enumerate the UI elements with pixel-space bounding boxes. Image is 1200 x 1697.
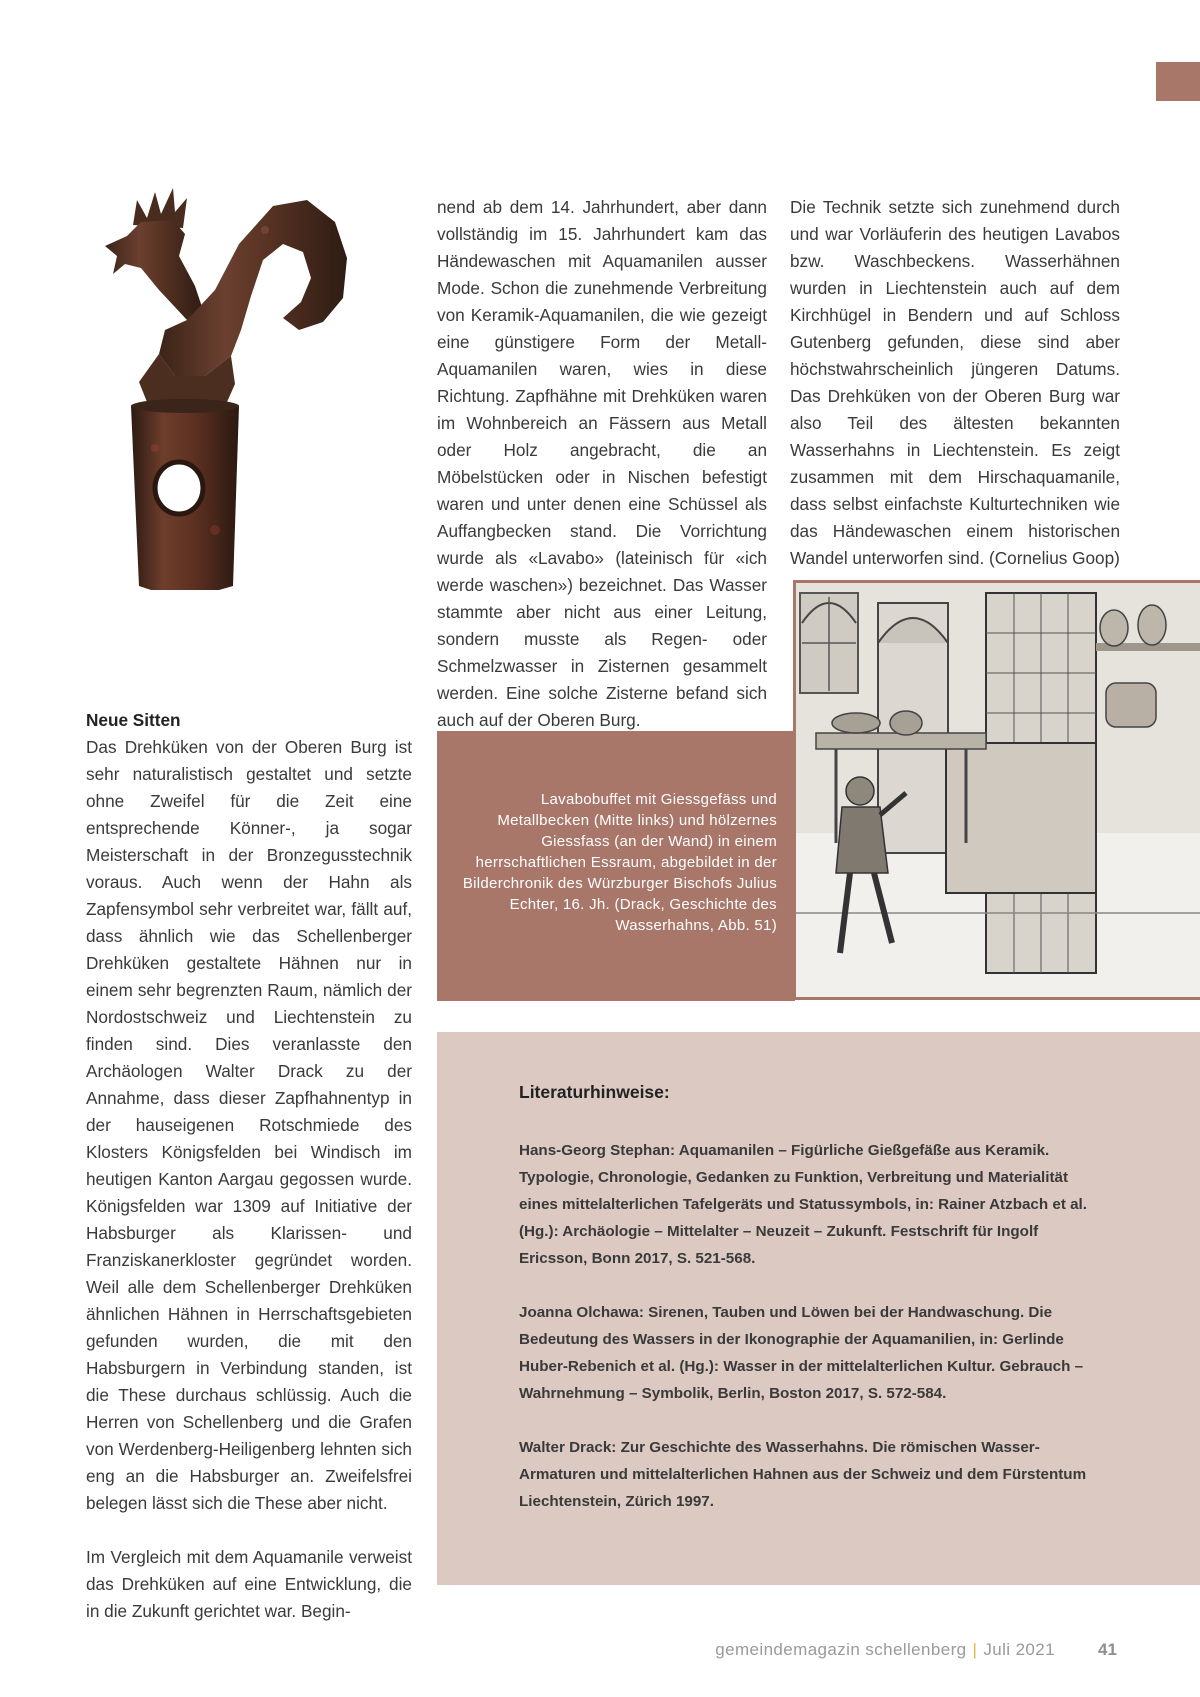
footer <box>715 1640 1055 1660</box>
image-caption-box <box>437 731 795 1001</box>
literature-title: Literaturhinweise: <box>519 1082 670 1102</box>
page-number: 41 <box>1098 1640 1117 1659</box>
literature-entry: Joanna Olchawa: Sirenen, Tauben und Löwen bei der Handwaschung. Die Bedeutung des Wassers in der Ikonographie der Aquamanilien, in: Gerlinde Huber-Rebenich et al. (Hg.): Wasser in der mittelalterlichen Kultur. Gebrauch – Wahrnehmung – Symbolik, Berlin, Boston 2017, S. 572-584. <box>519 1304 1084 1402</box>
paragraph: nend ab dem 14. Jahrhundert, aber dann vollständig im 15. Jahrhundert kam das Händewaschen mit Aquamanilen ausser Mode. Schon die zunehmende Verbreitung von Keramik-Aquamanilen, die wie gezeigt eine günstigere Form der Metall-Aquamanilen waren, wies in diese Richtung. Zapfhähne mit Drehküken waren im Wohnbereich an Fässern aus Metall oder Holz angebracht, die an Möbelstücken oder in Nischen befestigt waren und unter denen eine Schüssel als Auffangbecken stand. Die Vorrichtung wurde als «Lavabo» (lateinisch für «ich werde waschen») bezeichnet. Das Wasser stammte aber nicht aus einer Leitung, sondern musste als Regen- oder Schmelzwasser in Zisternen gesammelt werden. Eine solche Zisterne befand sich auch auf der Oberen Burg. <box>437 197 767 730</box>
issue-date: Juli 2021 <box>983 1640 1055 1659</box>
section-heading: Neue Sitten <box>86 710 181 730</box>
footer-separator: | <box>972 1640 978 1659</box>
literature-box <box>437 1032 1200 1585</box>
woodcut-illustration-frame <box>793 580 1200 1000</box>
rooster-tap-image <box>55 170 395 640</box>
paragraph: Das Drehküken von der Oberen Burg ist sehr naturalistisch gestaltet und setzte ohne Zweifel für die Zeit eine entsprechende Könner-, ja sogar Meisterschaft in der Bronzegusstechnik voraus. Auch wenn der Hahn als Zapfensymbol sehr verbreitet war, fällt auf, dass ähnlich wie das Schellenberger Drehküken gestaltete Hähnen nur in einem sehr begrenzten Raum, nämlich der Nordostschweiz und Liechtenstein zu finden sind. Dies veranlasste den Archäologen Walter Drack zu der Annahme, dass dieser Zapfhahnentyp in der hauseigenen Rotschmiede des Klosters Königsfelden bei Windisch im heutigen Kanton Aargau gegossen wurde. Königsfelden war 1309 auf Initiative der Habsburger als Klarissen- und Franziskanerkloster gegründet worden. Weil alle dem Schellenberger Drehküken ähnlichen Hähnen in Herrschaftsgebieten gefunden wurden, die mit den Habsburgern in Verbindung standen, ist die These durchaus schlüssig. Auch die Herren von Schellenberg und die Grafen von Werdenberg-Heiligenberg lehnten sich eng an die Habsburger an. Zweifelsfrei belegen lässt sich die These aber nicht. <box>86 737 412 1513</box>
literature-entry: Hans-Georg Stephan: Aquamanilen – Figürliche Gießgefäße aus Keramik. Typologie, Chronologie, Gedanken zu Funktion, Verbreitung und Materialität eines mittelalterlichen Tafelgeräts und Statussymbols, in: Rainer Atzbach et al. (Hg.): Archäologie – Mittelalter – Neuzeit – Zukunft. Festschrift für Ingolf Ericsson, Bonn 2017, S. 521-568. <box>519 1142 1087 1267</box>
text-column-3 <box>790 194 1120 572</box>
literature-list <box>519 1137 1099 1542</box>
magazine-name: gemeindemagazin schellenberg <box>715 1640 967 1659</box>
text-column-1 <box>86 707 412 1625</box>
text-column-2 <box>437 194 767 734</box>
section-marker <box>1156 62 1200 101</box>
literature-entry: Walter Drack: Zur Geschichte des Wasserhahns. Die römischen Wasser-Armaturen und mittelalterlichen Hahnen aus der Schweiz und dem Fürstentum Liechtenstein, Zürich 1997. <box>519 1439 1087 1510</box>
paragraph: Die Technik setzte sich zunehmend durch und war Vorläuferin des heutigen Lavabos bzw. Waschbeckens. Wasserhähnen wurden in Liechtenstein auch auf dem Kirchhügel in Bendern und auf Schloss Gutenberg gefunden, diese sind aber höchstwahrscheinlich jüngeren Datums. Das Drehküken von der Oberen Burg war also Teil des ältesten bekannten Wasserhahns in Liechtenstein. Es zeigt zusammen mit dem Hirschaquamanile, dass selbst einfachste Kulturtechniken wie das Händewaschen einem historischen Wandel unterworfen sind. (Cornelius Goop) <box>790 197 1120 568</box>
woodcut-illustration <box>796 583 1200 997</box>
image-caption: Lavabobuffet mit Giessgefäss und Metallbecken (Mitte links) und hölzernes Giessfass (an der Wand) in einem herrschaftlichen Essraum, abgebildet in der Bilderchronik des Würzburger Bischofs Julius Echter, 16. Jh. (Drack, Geschichte des Wasserhahns, Abb. 51) <box>462 791 777 934</box>
paragraph: Im Vergleich mit dem Aquamanile verweist das Drehküken auf eine Entwicklung, die in die Zukunft gerichtet war. Begin- <box>86 1547 412 1621</box>
